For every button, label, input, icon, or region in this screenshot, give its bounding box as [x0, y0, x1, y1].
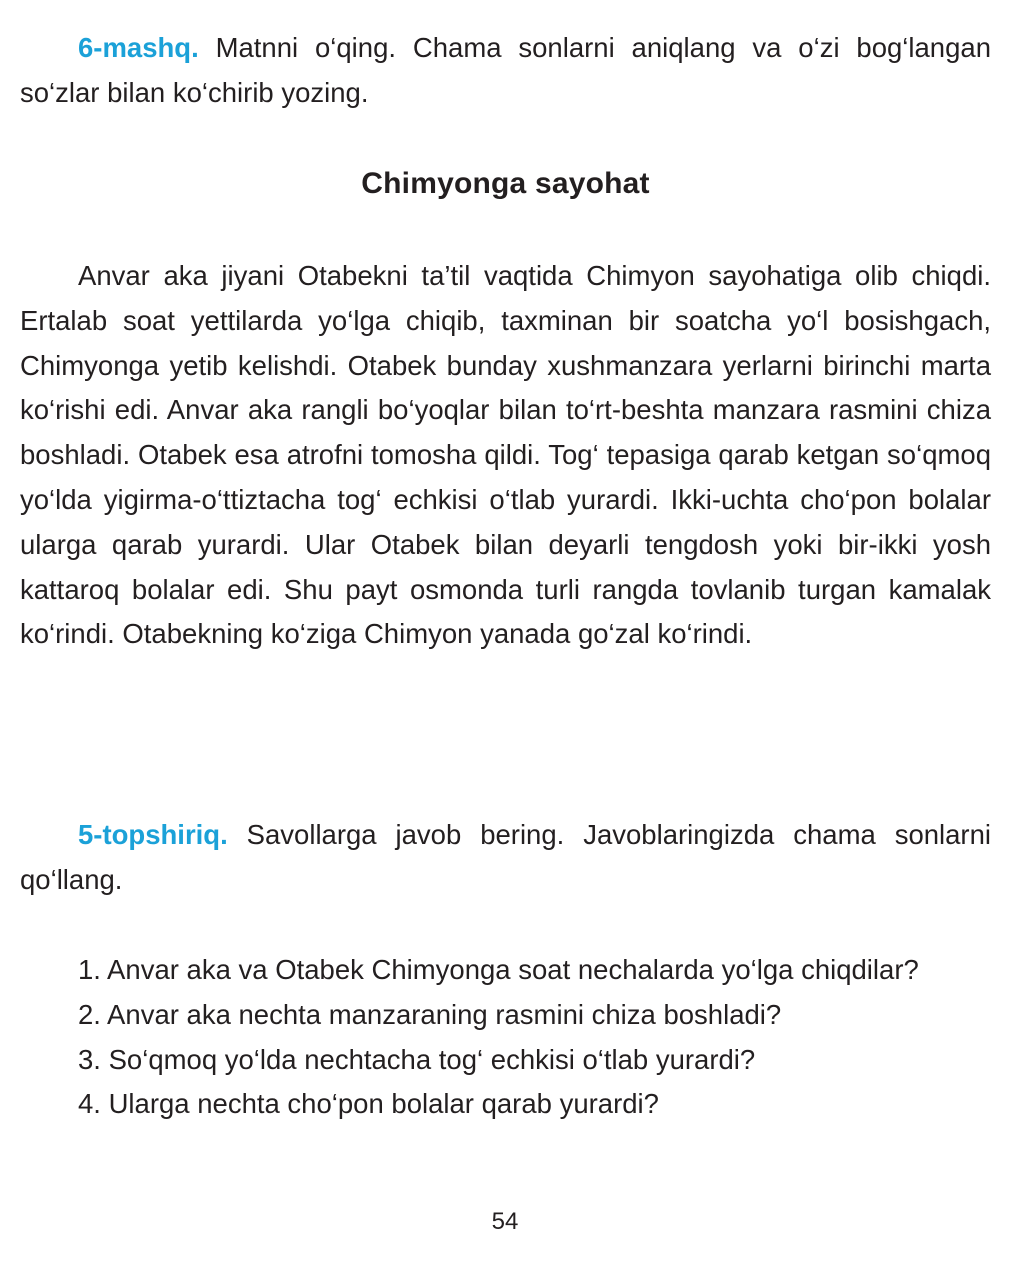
exercise-label: 6-mashq.	[78, 32, 199, 63]
question-item: 3. So‘qmoq yo‘lda nechtacha tog‘ echkisi o‘tlab yurardi?	[78, 1043, 756, 1075]
question-item: 4. Ularga nechta cho‘pon bolalar qarab yurardi?	[78, 1088, 659, 1120]
page-content	[20, 26, 991, 1120]
story-title: Chimyonga sayohat	[361, 167, 650, 200]
question-item: 2. Anvar aka nechta manzaraning rasmini chiza boshladi?	[78, 998, 782, 1030]
question-item: 1. Anvar aka va Otabek Chimyonga soat nechalarda yo‘lga chiqdilar?	[78, 954, 919, 985]
page-number: 54	[491, 1208, 519, 1235]
questions-list	[20, 948, 991, 1127]
task-paragraph	[20, 813, 991, 903]
task-instruction: Savollarga javob bering. Javoblaringizda chama sonlarni qo‘llang.	[20, 819, 991, 895]
task-label: 5-topshiriq.	[78, 819, 228, 850]
story-text: Anvar aka jiyani Otabekni ta’til vaqtida Chimyon sayohatiga olib chiqdi. Ertalab soat yettilarda yo‘lga chiqib, taxminan bir soatcha yo‘l bosishgach, Chimyonga yetib kelishdi. Otabek bunday xushmanzara yerlarni birinchi marta ko‘rishi edi. Anvar aka rangli bo‘yoqlar bilan to‘rt-beshta manzara rasmini chiza boshladi. Otabek esa atrofni tomosha qildi. Tog‘ tepasiga qarab ketgan so‘qmoq yo‘lda yigirma-o‘ttiztacha tog‘ echkisi o‘tlab yurardi. Ikki-uchta cho‘pon bolalar ularga qarab yurardi. Ular Otabek bilan deyarli tengdosh yoki bir-ikki yosh kattaroq bolalar edi. Shu payt osmonda turli rangda tovlanib turgan kamalak ko‘rindi. Otabekning ko‘ziga Chimyon yanada go‘zal ko‘rindi.	[20, 260, 991, 650]
exercise-instruction: Matnni o‘qing. Chama sonlarni aniqlang va o‘zi bog‘langan so‘zlar bilan ko‘chirib yozing.	[20, 32, 991, 108]
exercise-paragraph	[20, 26, 991, 116]
